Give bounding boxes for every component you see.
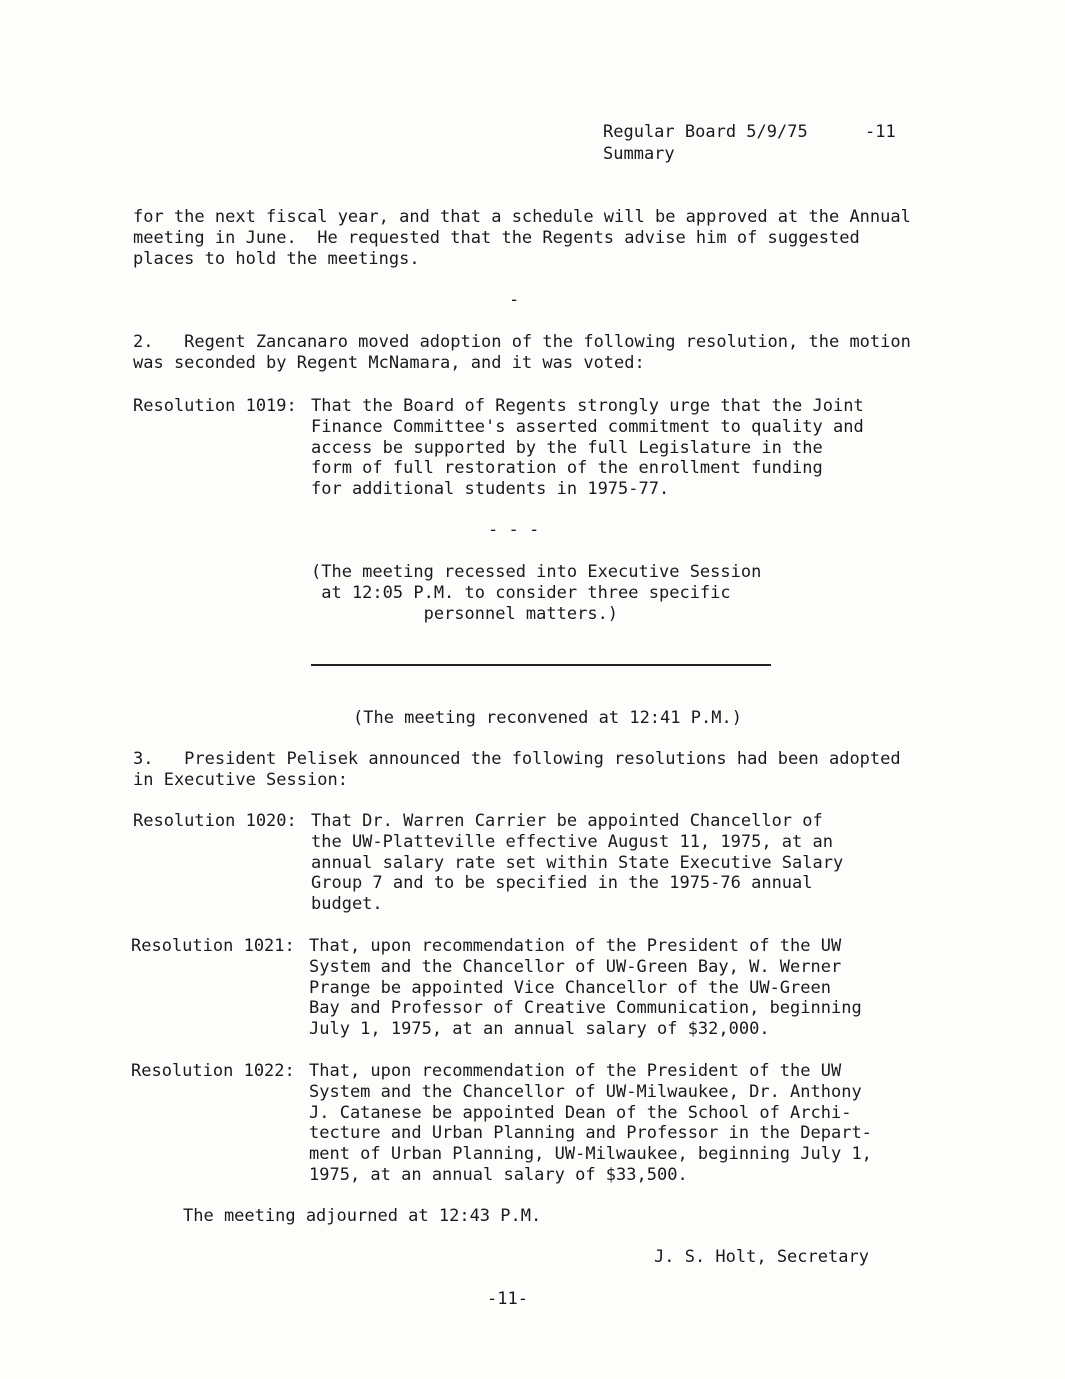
resolution-1020-text: That Dr. Warren Carrier be appointed Chancellor of the UW-Platteville effective August 11, 1975, at an annual salary rate set within State Executive Salary Group 7 and to be specified in the 1975-76 annual budget.: [311, 811, 844, 915]
secretary-signature: J. S. Holt, Secretary: [654, 1247, 869, 1267]
section-separator-dashes: - - -: [488, 520, 540, 540]
reconvened-note: (The meeting reconvened at 12:41 P.M.): [353, 708, 742, 728]
recess-note: (The meeting recessed into Executive Session at 12:05 P.M. to consider three specific personnel matters.): [311, 562, 762, 624]
resolution-1021-label: Resolution 1021:: [131, 936, 295, 956]
paragraph-continuation: for the next fiscal year, and that a schedule will be approved at the Annual meeting in June. He requested that the Regents advise him of suggested places to hold the meetings.: [133, 207, 911, 269]
paragraph-item-2: 2. Regent Zancanaro moved adoption of the following resolution, the motion was seconded by Regent McNamara, and it was voted:: [133, 332, 911, 373]
resolution-1019-text: That the Board of Regents strongly urge that the Joint Finance Committee's asserted commitment to quality and access be supported by the full Legislature in the form of full restoration of the enrollment funding for additional students in 1975-77.: [311, 396, 864, 500]
paragraph-item-3: 3. President Pelisek announced the following resolutions had been adopted in Executive Session:: [133, 749, 901, 790]
section-separator: -: [509, 290, 520, 310]
resolution-1022-label: Resolution 1022:: [131, 1061, 295, 1081]
resolution-1020-label: Resolution 1020:: [133, 811, 297, 831]
header-page-number: -11: [865, 122, 896, 142]
header-subtitle: Summary: [603, 144, 675, 164]
resolution-1019-label: Resolution 1019:: [133, 396, 297, 416]
header-title: Regular Board 5/9/75: [603, 122, 808, 142]
footer-page-number: -11-: [487, 1289, 528, 1309]
resolution-1022-text: That, upon recommendation of the President of the UW System and the Chancellor of UW-Milwaukee, Dr. Anthony J. Catanese be appointed Dean of the School of Archi- tecture and Urban Planning and Professor in the Depart- ment of Urban Planning, UW-Milwaukee, beginning July 1, 1975, at an annual salary of $33,500.: [309, 1061, 872, 1185]
resolution-1021-text: That, upon recommendation of the President of the UW System and the Chancellor of UW-Green Bay, W. Werner Prange be appointed Vice Chancellor of the UW-Green Bay and Professor of Creative Communication, beginning July 1, 1975, at an annual salary of $32,000.: [309, 936, 862, 1040]
horizontal-rule: [311, 664, 771, 666]
adjournment-note: The meeting adjourned at 12:43 P.M.: [183, 1206, 542, 1226]
